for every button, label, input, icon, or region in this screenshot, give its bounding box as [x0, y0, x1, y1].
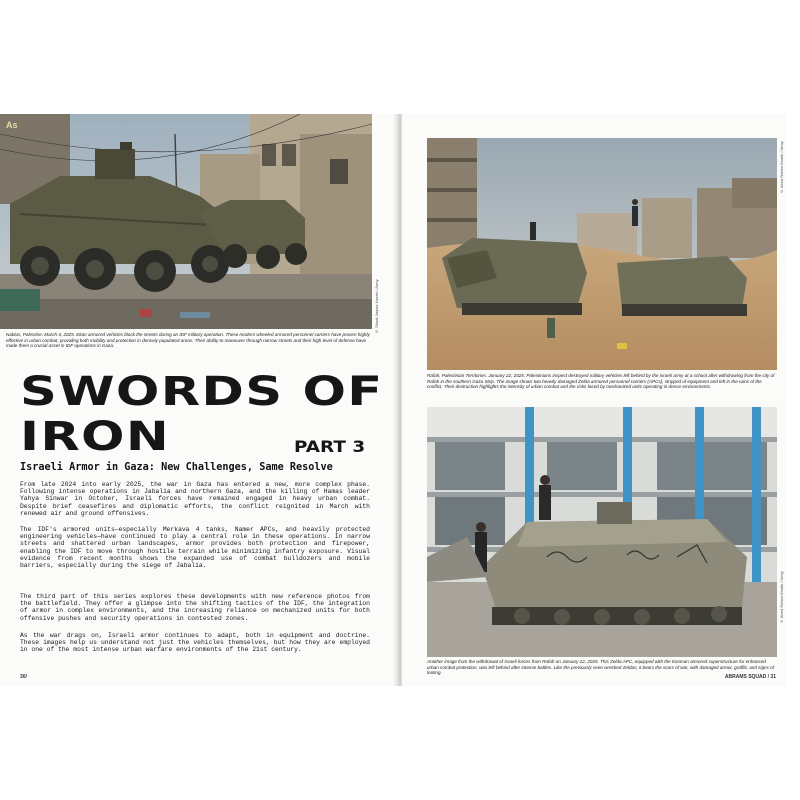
- body-paragraph: The IDF's armored units—especially Merkava 4 tanks, Namer APCs, and heavily protected engineering vehicles—have continued to play a central role in these operations. In narrow streets and shattered urban landscapes, armor provides both protection and firepower, enabling the IDF to move through hostile terrain while minimizing infantry exposure. Visual evidence from recent months shows the expanded use of combat bulldozers and mobile barriers, especially during the siege of Jabalia.: [20, 526, 370, 570]
- photo-credit: © Abed Rahim Khatib / Army: [779, 571, 784, 624]
- article-title-line2: IRON: [20, 414, 170, 460]
- body-paragraph: The third part of this series explores these developments with new reference photos from the battlefield. They offer a glimpse into the shifting tactics of the IDF, the integration of armor in complex environments, and the increasing reliance on mechanized units for both offensive pushes and security operations in contested zones.: [20, 593, 370, 622]
- bottom-photo-caption: Another image from the withdrawal of Israeli forces from Rafah on January 22, 2025. This Zelda APC, equipped with the Kasman armored superstructure for enhanced urban combat protection, was left behind after intense battles. Like the previously seen wrecked Zeldas, it bears the scars of war, with damaged armor, graffiti, and signs of looting.: [427, 659, 775, 676]
- body-paragraph: As the war drags on, Israeli armor continues to adapt, both in equipment and doctrine. These images help us understand not just the vehicles themselves, but how they are employed in one of the most intense urban warfare environments of the 21st century.: [20, 632, 370, 654]
- right-page: [402, 114, 786, 686]
- top-photo-caption: Rafah, Palestinian Territories. January 22, 2025. Palestinians inspect destroyed military vehicles left behind by the Israeli army at a school after withdrawing from the city of Rafah in the southern Gaza Strip. The image shows two heavily damaged Zelda armored personnel carriers (APCs), stripped of equipment and left in the ruins of the conflict. Their destruction highlights the intensity of urban combat and the risks faced by mechanized units operating in dense environments.: [427, 373, 775, 390]
- body-paragraph: From late 2024 into early 2025, the war in Gaza has entered a new, more complex phase. Following intense operations in Jabalia and northern Gaza, and the killing of Hamas leader Yahya Sinwar in October, Israeli forces have remained engaged in heavy urban combat. Despite brief ceasefires and diplomatic efforts, the conflict reignited in March with renewed air and ground offensives.: [20, 481, 370, 517]
- photo-credit: © Shadi Jarjour Hazmi / Army: [374, 279, 379, 334]
- page-number-left: 30/: [20, 674, 27, 680]
- photo-credit: © Abed Rahim Khatib / Army: [779, 141, 784, 194]
- article-title-line1: SWORDS OF: [20, 369, 384, 415]
- magazine-spread: [0, 114, 800, 686]
- photo-eitan-apc: [0, 114, 372, 329]
- page-number-right: ABRAMS SQUAD / 31: [724, 674, 776, 680]
- left-page: [0, 114, 398, 686]
- photo-rafah-wrecked-apcs: [427, 138, 777, 370]
- article-subtitle: Israeli Armor in Gaza: New Challenges, Same Resolve: [20, 462, 333, 473]
- part-label: PART 3: [294, 437, 366, 456]
- photo-zelda-apc-kasman: [427, 407, 777, 657]
- brand-logo: As: [6, 120, 18, 130]
- top-photo-caption: Nablus, Palestine. March 4, 2025. Eitan armored vehicles block the streets during an IDF military operation. These modern wheeled armored personnel carriers have proven highly effective in urban combat, providing both mobility and protection in densely populated areas. Their ability to maneuver through narrow streets and their high level of defense have made them a crucial asset in IDF operations in Gaza.: [6, 332, 370, 349]
